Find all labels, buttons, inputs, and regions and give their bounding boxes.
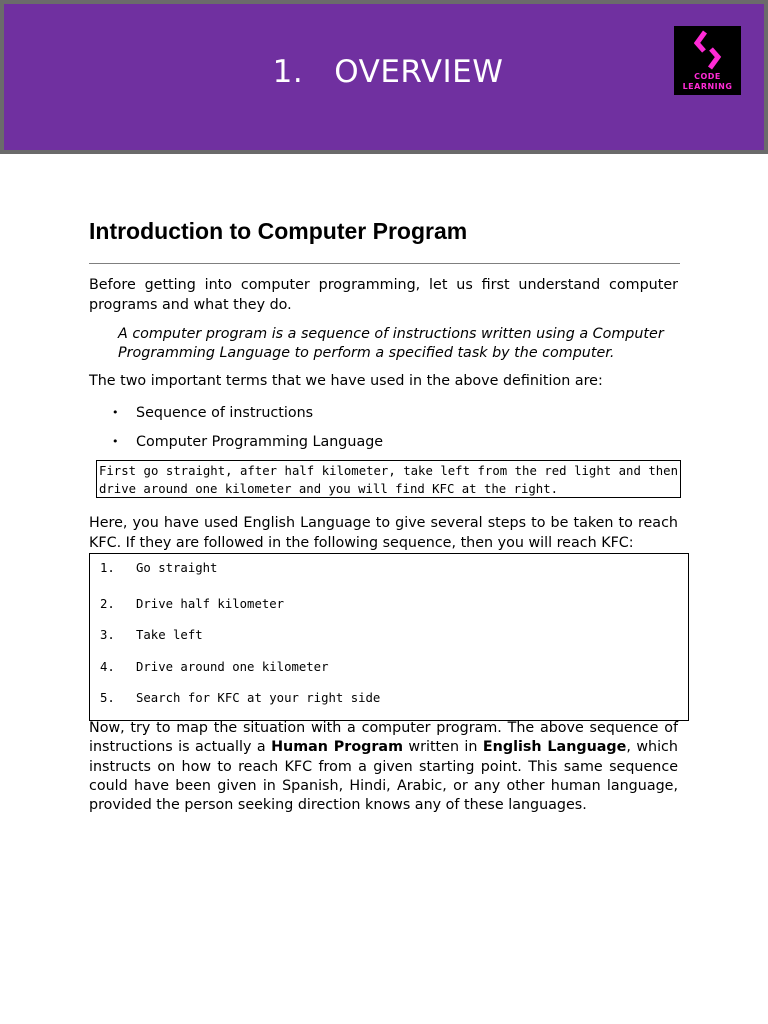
conclusion-paragraph: [89, 719, 678, 815]
steps-box: [89, 553, 689, 721]
heading-divider: [89, 263, 680, 264]
step-item: [100, 596, 284, 612]
section-heading: Introduction to Computer Program: [89, 218, 468, 244]
step-item: [100, 627, 203, 643]
step-text: Drive half kilometer: [136, 597, 285, 611]
step-item: [100, 560, 217, 576]
definition-quote: A computer program is a sequence of instructions written using a Computer Programming Language to perform a specified task by the computer.: [118, 326, 664, 361]
step-number: 2.: [100, 597, 115, 611]
steps-intro-paragraph: Here, you have used English Language to give several steps to be taken to reach KFC. If they are followed in the following sequence, then you will reach KFC:: [89, 515, 678, 551]
conclusion-text: Now, try to map the situation with a computer program. The above sequence of instructions is actually a: [89, 720, 678, 756]
logo-text-code: CODE: [694, 72, 721, 81]
code-brackets-logo-icon: [694, 29, 722, 71]
step-number: 3.: [100, 628, 115, 642]
list-item: • Sequence of instructions: [109, 403, 383, 432]
step-number: 4.: [100, 660, 115, 674]
logo-text-learning: LEARNING: [682, 82, 733, 91]
chapter-title: 1. OVERVIEW: [272, 54, 504, 90]
conclusion-text: , which instructs on how to reach KFC from a given starting point. This same sequence could have been given in Spanish, Hindi, Arabic, or any other human language, provided the person seeking direction knows any of these languages.: [89, 739, 678, 814]
conclusion-text: written in: [402, 739, 483, 756]
terms-list: [109, 403, 383, 461]
step-item: [100, 690, 380, 706]
chapter-header-banner: [0, 0, 768, 154]
step-text: Search for KFC at your right side: [136, 691, 381, 705]
step-number: 1.: [100, 561, 115, 575]
human-program-term: Human Program: [271, 739, 403, 756]
code-learning-logo: [674, 26, 741, 95]
step-text: Go straight: [136, 561, 218, 575]
intro-paragraph: Before getting into computer programming, let us first understand computer programs and what they do.: [89, 277, 678, 313]
english-language-term: English Language: [482, 739, 627, 756]
terms-intro-paragraph: The two important terms that we have used in the above definition are:: [89, 373, 603, 389]
step-text: Drive around one kilometer: [136, 660, 329, 674]
step-text: Take left: [136, 628, 203, 642]
list-item: • Computer Programming Language: [109, 432, 383, 461]
step-number: 5.: [100, 691, 115, 705]
step-item: [100, 659, 329, 675]
directions-example-box: First go straight, after half kilometer, take left from the red light and then drive around one kilometer and you will find KFC at the right.: [96, 460, 681, 498]
